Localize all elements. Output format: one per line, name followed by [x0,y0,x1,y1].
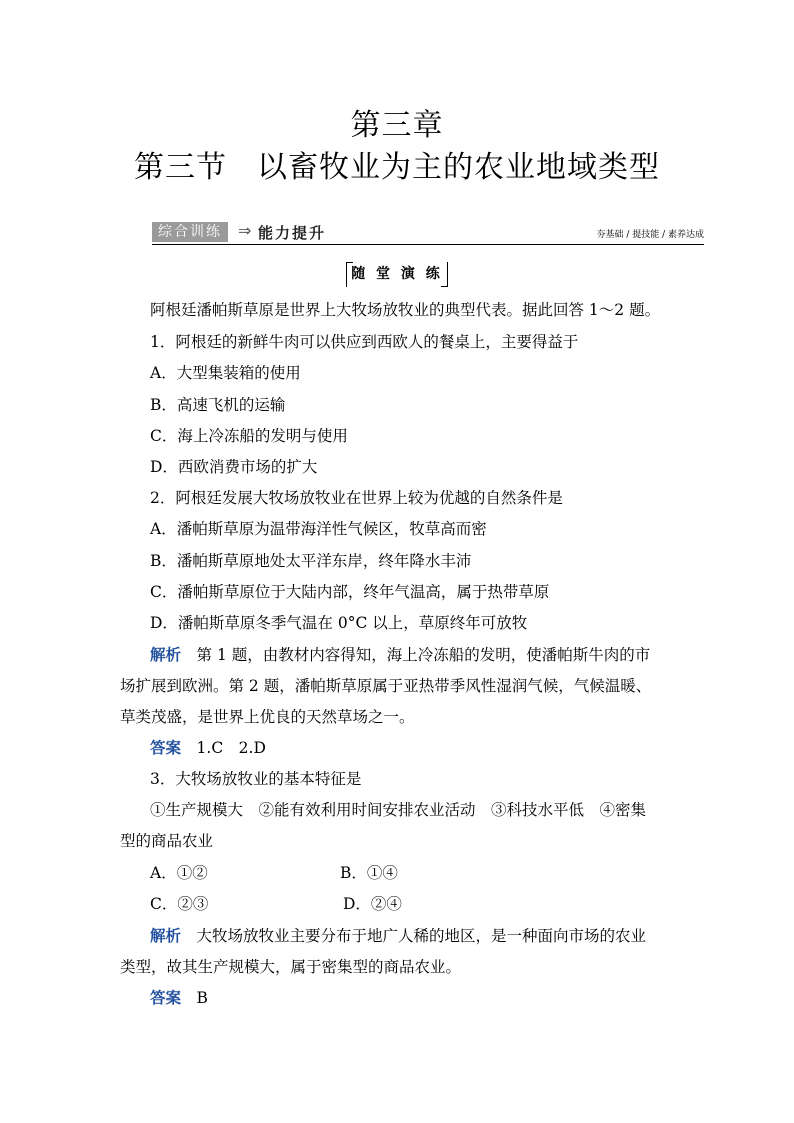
bracket-left [346,262,353,287]
q1-option-b: B．高速飞机的运输 [150,396,286,414]
practice-label [346,262,448,286]
q3-option-d: D．②④ [343,895,402,913]
bracket-right [441,262,448,287]
analysis1-line1 [150,643,650,665]
analysis2-line1 [150,924,646,946]
q1-option-d: D．西欧消费市场的扩大 [150,458,318,476]
answer-label: 答案 [150,738,182,757]
analysis-label: 解析 [150,645,182,664]
analysis2-text1: 大牧场放牧业主要分布于地广人稀的地区，是一种面向市场的农业 [196,927,647,945]
practice-label-text: 随 堂 演 练 [351,266,443,282]
analysis1-text1: 第 1 题，由教材内容得知，海上冷冻船的发明，使潘帕斯牛肉的市 [196,646,651,664]
q1-option-a: A．大型集装箱的使用 [150,364,301,382]
q2-stem: 2．阿根廷发展大牧场放牧业在世界上较为优越的自然条件是 [150,489,563,507]
q2-option-a: A．潘帕斯草原为温带海洋性气候区，牧草高而密 [150,520,487,538]
banner-rule [152,244,704,245]
intro-text: 阿根廷潘帕斯草原是世界上大牧场放牧业的典型代表。据此回答 1～2 题。 [150,301,661,319]
chapter-title: 第三章 [350,108,444,143]
answer1 [150,736,266,758]
q2-option-d: D．潘帕斯草原冬季气温在 0°C 以上，草原终年可放牧 [150,614,528,632]
q2-option-c: C．潘帕斯草原位于大陆内部，终年气温高，属于热带草原 [150,583,550,601]
arrow-icon: ⇒ [238,221,252,240]
answer2-text: B [196,989,208,1007]
banner-tag: 综合训练 [152,222,228,242]
section-number: 第三节 [134,150,227,185]
q3-option-b: B．①④ [340,864,398,882]
q3-option-c: C．②③ [150,895,209,913]
banner-note: 夯基础 / 提技能 / 素养达成 [596,230,704,240]
analysis2-line2: 类型，故其生产规模大，属于密集型的商品农业。 [120,958,462,976]
q2-option-b: B．潘帕斯草原地处太平洋东岸，终年降水丰沛 [150,552,472,570]
q1-stem: 1．阿根廷的新鲜牛肉可以供应到西欧人的餐桌上，主要得益于 [150,333,579,351]
section-name: 以畜牧业为主的农业地域类型 [257,150,660,185]
q3-option-a: A．①② [150,864,208,882]
q3-items-line2: 型的商品农业 [120,832,214,850]
section-title [0,142,794,186]
q1-option-c: C．海上冷冻船的发明与使用 [150,427,348,445]
banner-subtitle: 能力提升 [258,224,327,242]
analysis-label: 解析 [150,926,182,945]
answer-label: 答案 [150,988,182,1007]
analysis1-line2: 场扩展到欧洲。第 2 题，潘帕斯草原属于亚热带季风性湿润气候，气候温暖、 [120,677,652,695]
answer2 [150,986,208,1008]
q3-stem: 3．大牧场放牧业的基本特征是 [150,770,362,788]
analysis1-line3: 草类茂盛，是世界上优良的天然草场之一。 [120,708,415,726]
q3-items-line1: ①生产规模大 ②能有效利用时间安排农业活动 ③科技水平低 ④密集 [150,801,647,819]
training-banner [152,220,704,246]
answer1-text: 1.C 2.D [196,739,266,757]
